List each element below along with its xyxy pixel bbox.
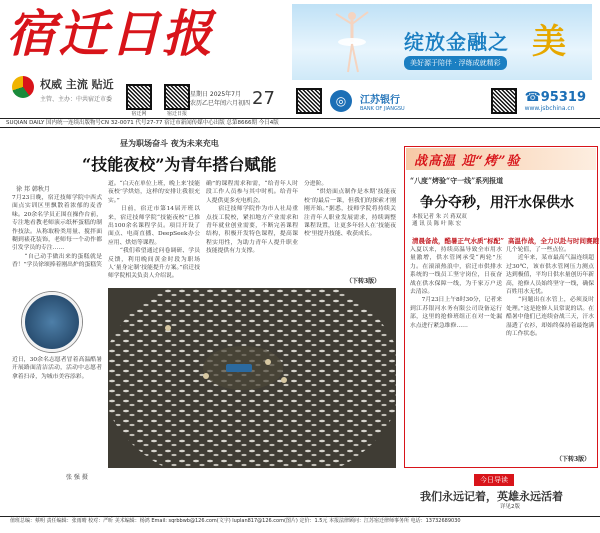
feature-body-col2: 几个轮值，了一些点位。 近年来，某市最高气温连续超过30℃，该市供水管网压力测点达到极值，平均日供水量创历年新高，抢修人员始终坚守一线，确保百姓用水无忧。 “问题出在水管上，必须及时处理。”这是抢修人员常说的话。在酷暑中他们已连续奋战三天，汗水湿透了衣衫，却始终保持着最饱满的工作状态。: [506, 247, 594, 338]
bank-advertisement[interactable]: [292, 4, 592, 80]
feature-continue[interactable]: （下转3版）: [556, 456, 591, 463]
lead-byline: 徐 邦 韩秋月: [16, 186, 50, 193]
volunteer-badge-image: [22, 292, 82, 352]
hotline-number: 95319: [540, 90, 586, 105]
lead-headline[interactable]: “技能夜校”为青年搭台赋能: [82, 155, 277, 174]
lead-body-col3: 确”的课程需求和需，“给青年人时段工作人员参与其中时机。给青年人提供更多充电机会。 宿迁技师学院作为市人社局重点技工院校，紧扣地方产业需求和青年就业创业需要，不断完善课程结构，积极开发特色课程，提高课程实用性，为助力青年人提升职业技能提供有力支撑。: [206, 181, 298, 255]
publication-info-bar: SUQIAN DAILY 国内统一连续出版物号CN 32-0071 代号27-77 宿迁市新闻传媒中心出版 总第8666期 今日4版: [0, 118, 600, 128]
series-banner-title: 战高温 迎“烤”验: [414, 154, 521, 169]
lead-kicker: 昼为职场奋斗 夜为未来充电: [120, 138, 219, 148]
today-guide-tag: 今日导读: [474, 474, 514, 486]
lunar-date-line: 农历乙巳年闰六月初四: [190, 100, 251, 107]
date-line: 星期日 2025年7月: [190, 91, 241, 98]
page-footer: 值班总编：蔡明 责任编辑：张雨晴 校对：严昕 美术编辑：杨鸿 Email: sqrbbwb@126.com(文字) luplan817@126.com(图片) 定价：1.5元 本报法律顾问：江苏宿迁律师事务所 电话：13732689030: [0, 516, 600, 530]
ad-accent-char: 美: [532, 22, 566, 62]
lead-continue[interactable]: （下转3版）: [346, 278, 381, 285]
photo-author: 张 强 摄: [66, 474, 88, 481]
slogan-sub: 主管、主办：中共宿迁市委: [40, 96, 113, 103]
newspaper-logo: 宿迁日报: [6, 4, 214, 63]
feature-headline[interactable]: 争分夺秒，用汗水保供水: [420, 195, 574, 211]
feature-body-col1: 入夏以来，持续高温导致全市用水量激增，供水管网承受“两轮”压力。在滚滚热浪中，宿迁市供排水系统的一线员工坚守岗位，日夜奋战在供水保障一线，为千家万户送去清凉。 7月23日上午8时30分，记者来到江苏银河水务有限公司设备运行部，这里的抢修班组正在对一处漏水点进行紧急维修……: [410, 247, 502, 329]
bank-website[interactable]: www.jsbchina.cn: [524, 105, 575, 112]
news-photo[interactable]: [108, 288, 396, 468]
today-promo-page[interactable]: 详见2版: [500, 504, 520, 510]
feature-byline: 本报记者 朱 兴 蒋双双 通 讯 员 陈 叶 陈 宏: [412, 214, 467, 227]
bank-name: 江苏银行: [360, 94, 400, 106]
lead-body-col2: 道。“白天在单位上班，晚上来‘技能夜校’学烘焙，这样的安排让我很充实。” 日前，宿迁市第14届开班以来，宿迁技师学院“技能夜校”已推出100余名课程学员。项目开设了面点、电商直播、DeepSeek办公应用、烘焙等课程。 “我们希望通过问卷调研、学员反馈，利用晚间黄金时段为职场人‘量身定制’技能提升方案。”宿迁技师学院相关负责人介绍说。: [108, 181, 200, 280]
bank-english-name: BANK OF JIANGSU: [360, 105, 405, 112]
photo-caption: 近日，30余名志愿者冒着高温酷暑开展路面清洁活动，活动中志愿者拿着扫帚，为城市美容添彩。: [12, 357, 102, 380]
today-promo-headline[interactable]: 我们永远记着，英雄永远活着: [420, 490, 563, 503]
qr-caption: 宿迁网: [131, 111, 147, 117]
emblem-icon: [12, 76, 34, 98]
feature-subhead-1: 清晨备战，酷暑正气水质“标配”: [412, 237, 504, 245]
qr-code-icon[interactable]: [491, 88, 517, 114]
feature-subhead-2: 高温作战，全力以赴与时间赛跑: [508, 237, 599, 245]
bank-info-row: [292, 84, 592, 118]
date-info: [190, 90, 250, 108]
ad-subline: 美好源于陪伴 · 浮练成就精彩: [404, 56, 507, 70]
slogan-main: 权威 主流 贴近: [40, 78, 114, 91]
qr-codes: [122, 84, 194, 117]
day-number: 27: [252, 88, 275, 109]
lead-body-col1: 7月23日晚，宿迁技师学院中西式面点实训区里飘散着浓郁的麦香味。20余名学员正围在操作台前，专注地看教老师演示纸杯蛋糕的制作技法。从称取粉类用量、搅拌面糊到裱花装饰，老师每一个动作都引发学员的专注…… “自己动手做出来的蛋糕就是香！”学员徐颂捧着刚出炉的蛋糕笑: [12, 195, 102, 269]
slogan-block: [12, 76, 114, 103]
lead-body-col4: 分进阶。 “烘焙面点制作是本期‘技能夜校’的最后一课，但我们的探索才刚刚开始。”据悉，技师学院将持续关注青年人职业发展需求，持续调整课程设置，让更多年轻人在‘技能夜校’里提升技能、收获成长。: [304, 181, 396, 238]
bank-hotline: ☎95319: [524, 90, 586, 105]
qr-caption: 宿迁日报: [166, 111, 187, 117]
qr-code-icon[interactable]: [126, 84, 152, 110]
sweeping-volunteers-image: [108, 288, 396, 468]
ad-title: 绽放金融之: [404, 30, 509, 54]
bank-logo-icon: ◎: [330, 90, 352, 112]
ballerina-icon: [332, 8, 372, 78]
series-subtitle: “八度”烤验“守一线”系列报道: [410, 176, 504, 185]
qr-code-icon[interactable]: [164, 84, 190, 110]
qr-code-icon[interactable]: [296, 88, 322, 114]
